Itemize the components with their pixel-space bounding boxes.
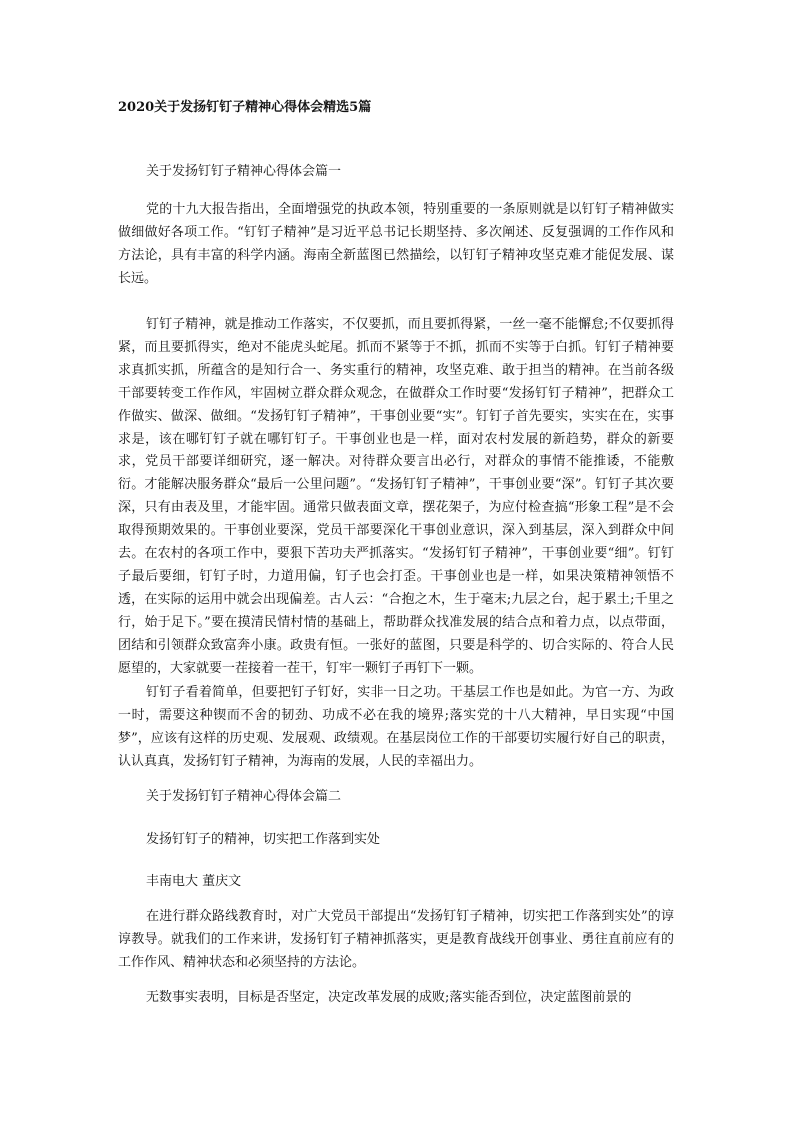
section-2-subtitle: 发扬钉钉子的精神，切实把工作落到实处 <box>146 832 381 847</box>
section-2-heading: 关于发扬钉钉子精神心得体会篇二 <box>146 789 342 804</box>
section-1-paragraph-1: 党的十九大报告指出，全面增强党的执政本领，特别重要的一条原则就是以钉钉子精神做实做细做好各项工作。“钉钉子精神”是习近平总书记长期坚持、多次阐述、反复强调的工作作风和方法论，具有丰富的科学内涵。海南全新蓝图已然描绘，以钉钉子精神攻坚克难才能促发展、谋长远。 <box>118 202 674 286</box>
section-1-heading: 关于发扬钉钉子精神心得体会篇一 <box>146 164 342 179</box>
section-1-paragraph-3: 钉钉子看着简单，但要把钉子钉好，实非一日之功。干基层工作也是如此。为官一方、为政一时，需要这种锲而不舍的韧劲、功成不必在我的境界;落实党的十八大精神，早日实现“中国梦”，应该有这样的历史观、发展观、政绩观。在基层岗位工作的干部要切实履行好自己的职责，认认真真，发扬钉钉子精神，为海南的发展，人民的幸福出力。 <box>118 685 674 769</box>
section-2-paragraph-1: 在进行群众路线教育时，对广大党员干部提出“发扬钉钉子精神，切实把工作落到实处”的谆谆教导。就我们的工作来讲，发扬钉钉子精神抓落实，更是教育战线开创事业、勇往直前应有的工作作风、精神状态和必须坚持的方法论。 <box>118 909 674 970</box>
section-1-paragraph-2: 钉钉子精神，就是推动工作落实，不仅要抓，而且要抓得紧，一丝一毫不能懈怠;不仅要抓得紧，而且要抓得实，绝对不能虎头蛇尾。抓而不紧等于不抓，抓而不实等于白抓。钉钉子精神要求真抓实抓，所蕴含的是知行合一、务实重行的精神，攻坚克难、敢于担当的精神。在当前各级干部要转变工作作风，牢固树立群众群众观念，在做群众工作时要“发扬钉钉子精神”，把群众工作做实、做深、做细。“发扬钉钉子精神”，干事创业要“实”。钉钉子首先要实，实实在在，实事求是，该在哪钉钉子就在哪钉钉子。干事创业也是一样，面对农村发展的新趋势，群众的新要求，党员干部要详细研究，逐一解决。对待群众要言出必行，对群众的事情不能推诿，不能敷衍。才能解决服务群众“最后一公里问题”。“发扬钉钉子精神”，干事创业要“深”。钉钉子其次要深，只有由表及里，才能牢固。通常只做表面文章，摆花架子，为应付检查搞“形象工程”是不会取得预期效果的。干事创业要深，党员干部要深化干事创业意识，深入到基层，深入到群众中间去。在农村的各项工作中，要狠下苦功夫严抓落实。“发扬钉钉子精神”，干事创业要“细”。钉钉子最后要细，钉钉子时，力道用偏，钉子也会打歪。干事创业也是一样，如果决策精神领悟不透，在实际的运用中就会出现偏差。古人云：“合抱之木，生于毫末;九层之台，起于累土;千里之行，始于足下。”要在摸清民情村情的基础上，帮助群众找准发展的结合点和着力点，以点带面，团结和引领群众致富奔小康。政贵有恒。一张好的蓝图，只要是科学的、切合实际的、符合人民愿望的，大家就要一茬接着一茬干，钉牢一颗钉子再钉下一颗。 <box>118 317 674 676</box>
section-2-author: 丰南电大 董庆文 <box>146 874 242 889</box>
section-2-paragraph-2: 无数事实表明，目标是否坚定，决定改革发展的成败;落实能否到位，决定蓝图前景的 <box>146 990 632 1005</box>
document-title: 2020关于发扬钉钉子精神心得体会精选5篇 <box>118 100 372 115</box>
